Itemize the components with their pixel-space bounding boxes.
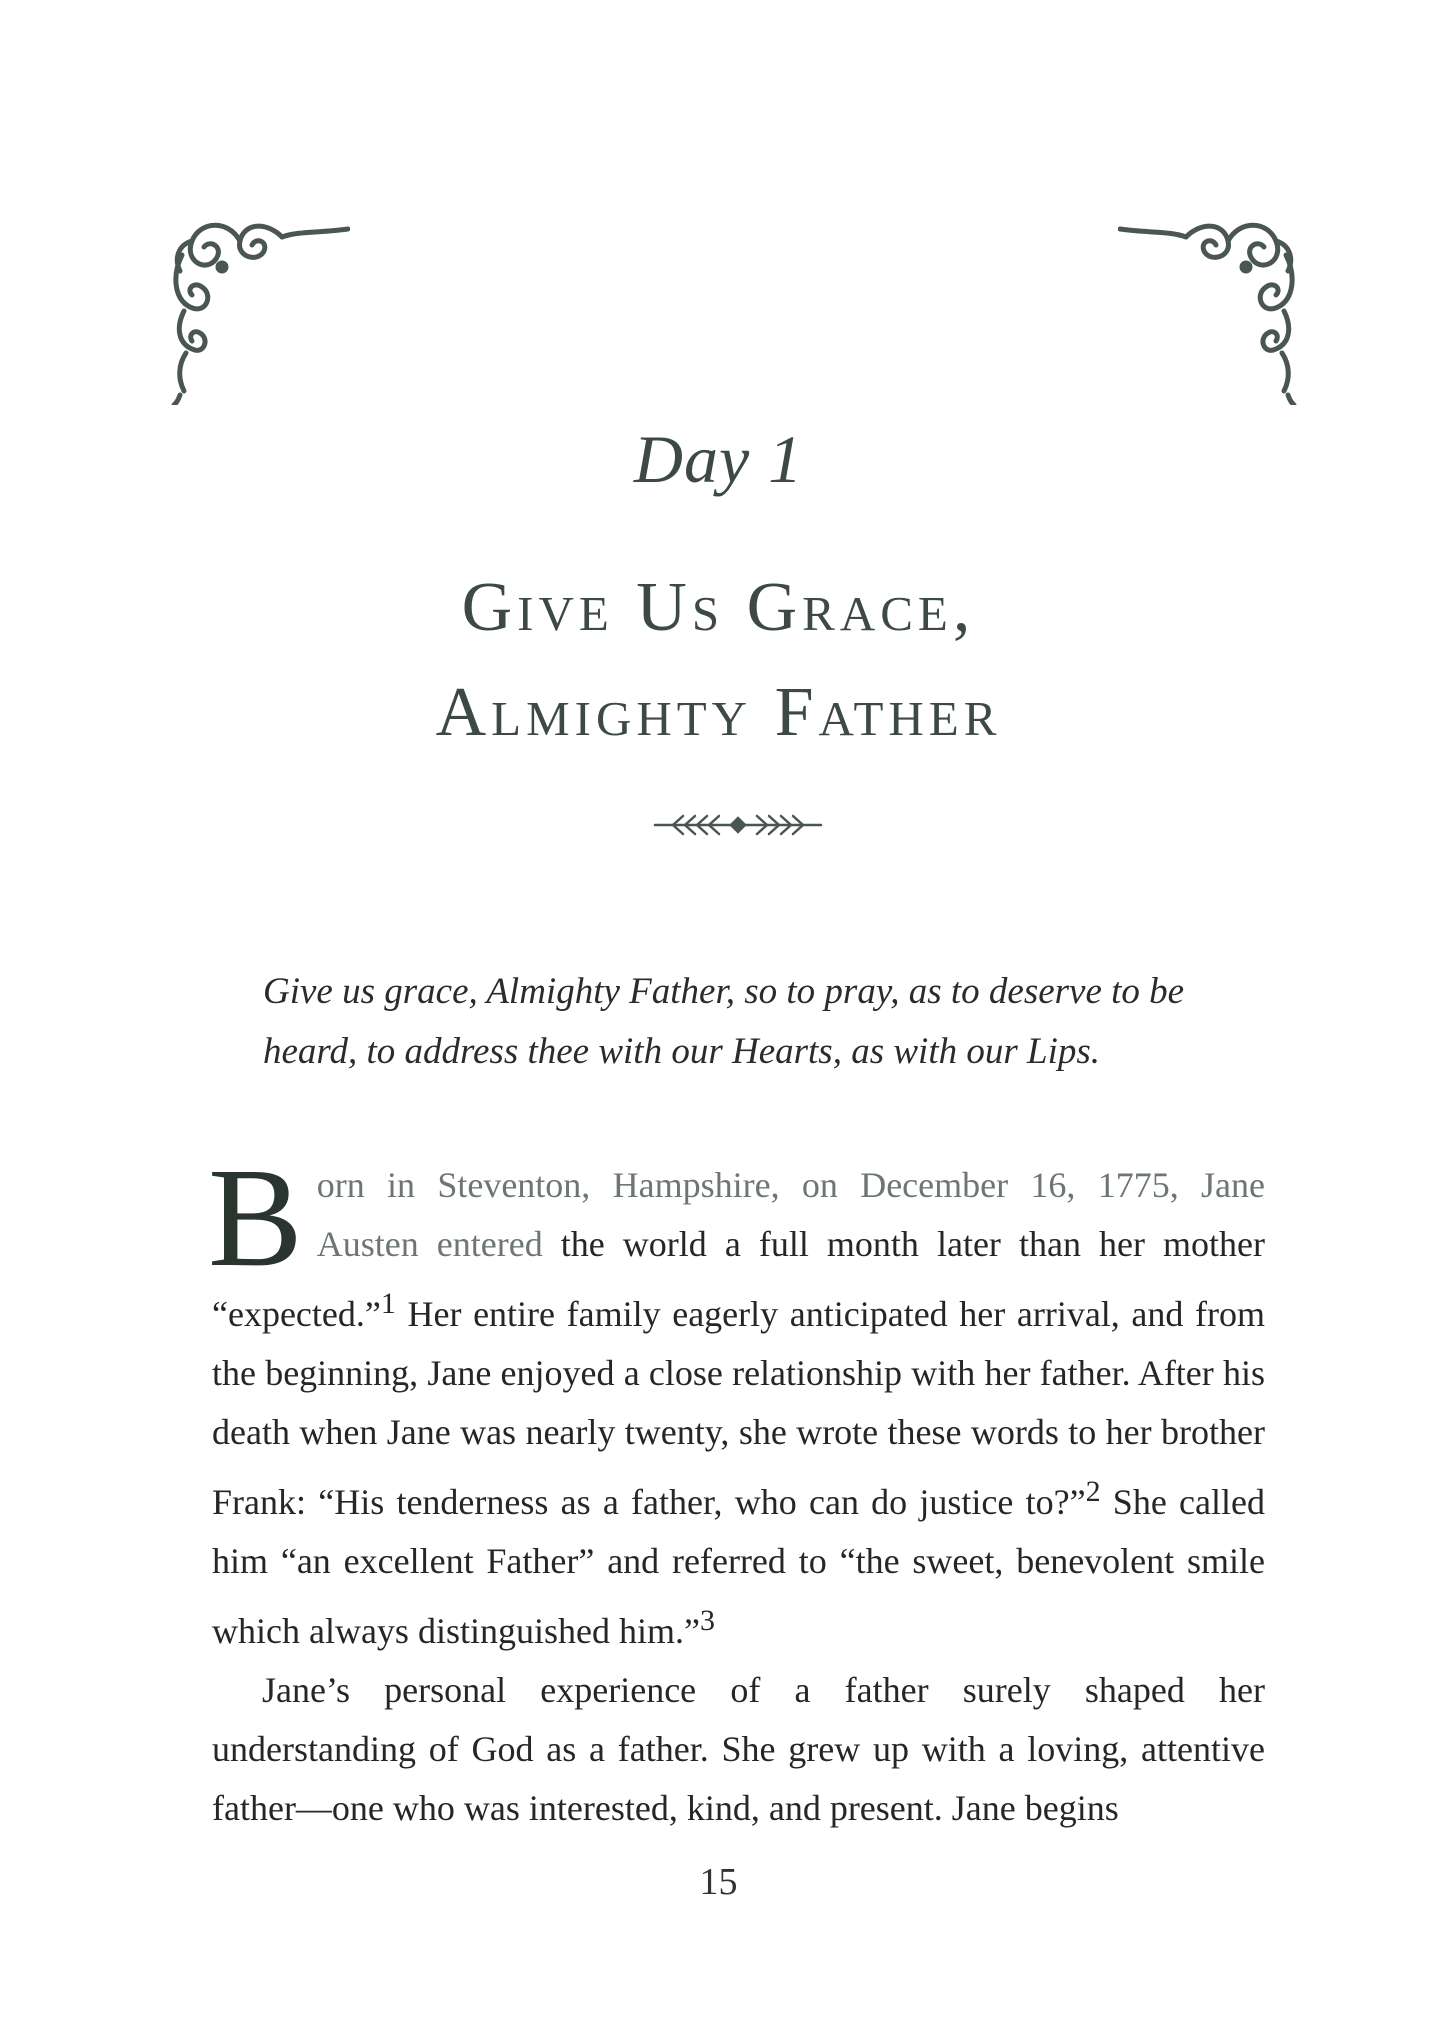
- drop-cap: B: [208, 1138, 303, 1296]
- divider-flourish-icon: [653, 810, 823, 840]
- epigraph-text: Give us grace, Almighty Father, so to pray, as to deserve to be heard, to address thee with our Hearts, as with our Lips.: [263, 971, 1185, 1072]
- paragraph-1-cont-1: Her entire family eagerly anticipated her arrival, and from the beginning, Jane enjoyed a close relationship with her father. After his death when Jane was nearly twenty, she wrote these words to her brother Frank: “His tenderness as a father, who can do justice to?”: [212, 1294, 1265, 1522]
- body-text: [208, 1138, 1265, 1838]
- epigraph: [263, 962, 1263, 1082]
- paragraph-1-lead: orn in Steventon, Hampshire, on December 16, 1775, Jane Austen entered: [316, 1165, 1265, 1264]
- corner-ornament-left-icon: [170, 215, 350, 405]
- paragraph-1-rest: the world a full month later than her mother “expected.”: [212, 1224, 1265, 1334]
- paragraph-2: Jane’s personal experience of a father surely shaped her understanding of God as a father. She grew up with a loving, attentive father—one who was interested, kind, and present. Jane begins: [212, 1670, 1265, 1828]
- paragraph-1: [208, 1138, 1265, 1661]
- chapter-title-line-2: Almighty Father: [435, 674, 1002, 751]
- page-number: 15: [699, 1861, 738, 1903]
- corner-ornament-right-icon: [1118, 215, 1298, 405]
- footnote-ref-3: 3: [699, 1604, 715, 1637]
- chapter-title-line-1: Give Us Grace,: [461, 569, 976, 646]
- footnote-ref-1: 1: [380, 1287, 396, 1320]
- chapter-title: [0, 555, 1437, 765]
- footnote-ref-2: 2: [1085, 1475, 1101, 1508]
- day-title: Day 1: [633, 421, 804, 497]
- paragraph-1-cont-2: She called him “an excellent Father” and referred to “the sweet, benevolent smile which always distinguished him.”: [212, 1482, 1265, 1651]
